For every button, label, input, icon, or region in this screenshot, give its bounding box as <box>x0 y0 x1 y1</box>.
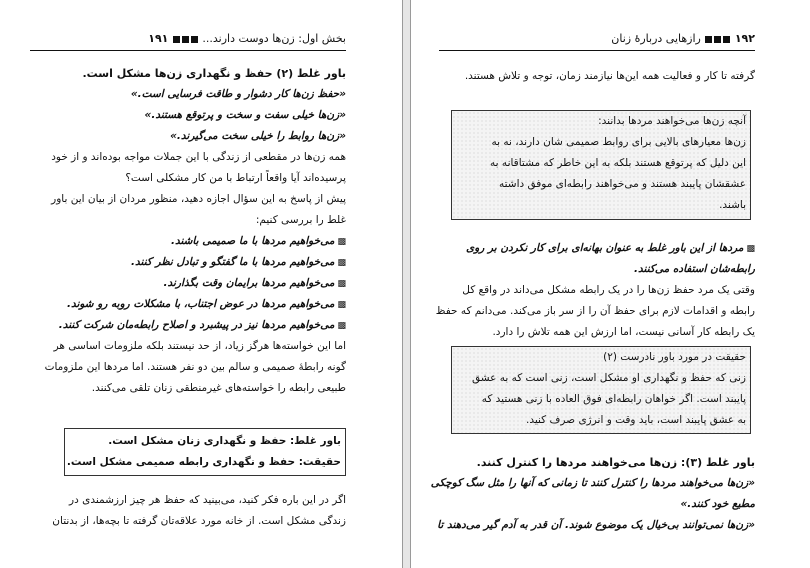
box-line: این دلیل که پرتوقع هستند بلکه به این خاطر که مشتاقانه به <box>490 157 746 169</box>
section-heading: باور غلط (۲) حفظ و نگهداری زن‌ها مشکل است. <box>82 67 346 80</box>
bullet-item: ▩ می‌خواهیم مردها در عوض اجتناب، با مشکلات روبه رو شوند. <box>26 294 346 315</box>
bullet-continuation: رابطه‌شان استفاده می‌کنند. <box>634 263 755 275</box>
what-women-want-box <box>451 110 751 220</box>
paragraph-line: گونه رابطهٔ صمیمی و سالم بین دو نفر هستند. اما مردها این ملزومات <box>44 361 346 373</box>
box-line: زن‌ها معیارهای بالایی برای روابط صمیمی شان دارند، نه به <box>491 136 746 148</box>
page-number: ۱۹۱ <box>148 32 169 45</box>
box-line: حقیقت در مورد باور نادرست (۲) <box>603 351 746 363</box>
square-ornament-icon <box>723 36 730 43</box>
box-line: به عشق پایبند است، باید وقت و انرژی صرف کنید. <box>525 414 746 426</box>
quote-line: مطیع خود کنند.» <box>680 498 755 510</box>
paragraph-line: پرسیده‌اند آیا واقعاً ارتباط با من کار مشکلی است؟ <box>125 172 346 184</box>
paragraph-line: اگر در این باره فکر کنید، می‌بینید که حفظ هر چیز ارزشمندی در <box>69 494 346 506</box>
paragraph-line: همه زن‌ها در مقطعی از زندگی با این جملات مواجه بوده‌اند و از خود <box>51 151 346 163</box>
myth-truth-box <box>64 428 346 476</box>
bullet-item: ▩ می‌خواهیم مردها با ما گفتگو و تبادل نظر کنند. <box>26 252 346 273</box>
box-line: عشقشان پایبند هستند و می‌خواهند رابطه‌ای موفق داشته <box>498 178 746 190</box>
section-heading: باور غلط (۳): زن‌ها می‌خواهند مردها را کنترل کنند. <box>476 456 755 469</box>
left-closing-paragraph <box>26 490 346 532</box>
bullet-item: ▩ می‌خواهیم مردها با ما صمیمی باشند. <box>26 231 346 252</box>
square-ornament-icon <box>705 36 712 43</box>
truth-box <box>451 346 751 434</box>
right-intro <box>435 66 755 87</box>
quote-line: «زن‌ها خیلی سفت و سخت و پرتوقع هستند.» <box>144 109 346 121</box>
paragraph-line: رابطه و اقدامات لازم برای حفظ آن را از سر باز می‌کند. می‌دانم که حفظ <box>435 305 755 317</box>
paragraph-line: یک رابطه کار آسانی نیست، اما ارزش این همه تلاش را دارد. <box>492 326 755 338</box>
bullet-item: ▩ می‌خواهیم مردها نیز در پیشبرد و اصلاح رابطه‌مان شرکت کنند. <box>26 315 346 336</box>
box-line: حقیقت: حفظ و نگهداری رابطه صمیمی مشکل است. <box>66 456 341 468</box>
paragraph-line: زندگی مشکل است. از خانه مورد علاقه‌تان گرفته تا بچه‌ها، از بدنتان <box>52 515 346 527</box>
bullet-item: ▩ مردها از این باور غلط به عنوان بهانه‌ای برای کار نکردن بر روی <box>425 238 755 259</box>
left-body <box>26 63 346 399</box>
paragraph-line: وقتی یک مرد حفظ زن‌ها را در یک رابطه مشکل می‌داند در واقع کل <box>462 284 755 296</box>
box-line: زنی که حفظ و نگهداری او مشکل است، زنی است که به عشق <box>471 372 746 384</box>
box-line: پایبند است. اگر خواهان رابطه‌ای فوق العاده با زنی هستید که <box>481 393 746 405</box>
paragraph-line: گرفته تا کار و فعالیت همه این‌ها نیازمند زمان، توجه و تلاش هستند. <box>464 70 755 82</box>
square-ornament-icon <box>714 36 721 43</box>
right-body <box>425 238 755 343</box>
box-line: باور غلط: حفظ و نگهداری زنان مشکل است. <box>108 435 341 447</box>
header-rule <box>439 50 755 51</box>
paragraph-line: طبیعی رابطه را خواسته‌های غیرمنطقی زنان تلقی می‌کنند. <box>91 382 346 394</box>
bullet-item: ▩ می‌خواهیم مردها برایمان وقت بگذارند. <box>26 273 346 294</box>
square-ornament-icon <box>191 36 198 43</box>
quote-line: «حفظ زن‌ها کار دشوار و طاقت فرسایی است.» <box>130 88 346 100</box>
page-number: ۱۹۲ <box>734 32 755 45</box>
right-page <box>410 0 810 568</box>
header-title: رازهایی دربارهٔ زنان <box>611 32 701 45</box>
header-title: بخش اول: زن‌ها دوست دارند... <box>202 32 346 45</box>
right-section-3 <box>419 452 755 536</box>
quote-line: «زن‌ها نمی‌توانند بی‌خیال یک موضوع شوند. آن قدر به آدم گیر می‌دهند تا <box>437 519 755 531</box>
square-ornament-icon <box>173 36 180 43</box>
paragraph-line: اما این خواسته‌ها هرگز زیاد، از حد نیستند بلکه ملزومات اساسی هر <box>53 340 346 352</box>
left-page <box>0 0 403 568</box>
running-header <box>148 30 346 48</box>
quote-line: «زن‌ها روابط را خیلی سخت می‌گیرند.» <box>170 130 346 142</box>
header-rule <box>30 50 346 51</box>
paragraph-line: پیش از پاسخ به این سؤال اجازه دهید، منظور مردان از بیان این باور <box>51 193 346 205</box>
running-header <box>611 30 755 48</box>
box-line: آنچه زن‌ها می‌خواهند مردها بدانند: <box>598 115 746 127</box>
paragraph-line: غلط را بررسی کنیم: <box>255 214 346 226</box>
quote-line: «زن‌ها می‌خواهند مردها را کنترل کنند تا زمانی که آنها را مثل سگ کوچکی <box>430 477 755 489</box>
square-ornament-icon <box>182 36 189 43</box>
box-line: باشند. <box>719 199 746 211</box>
book-gutter <box>402 0 410 568</box>
